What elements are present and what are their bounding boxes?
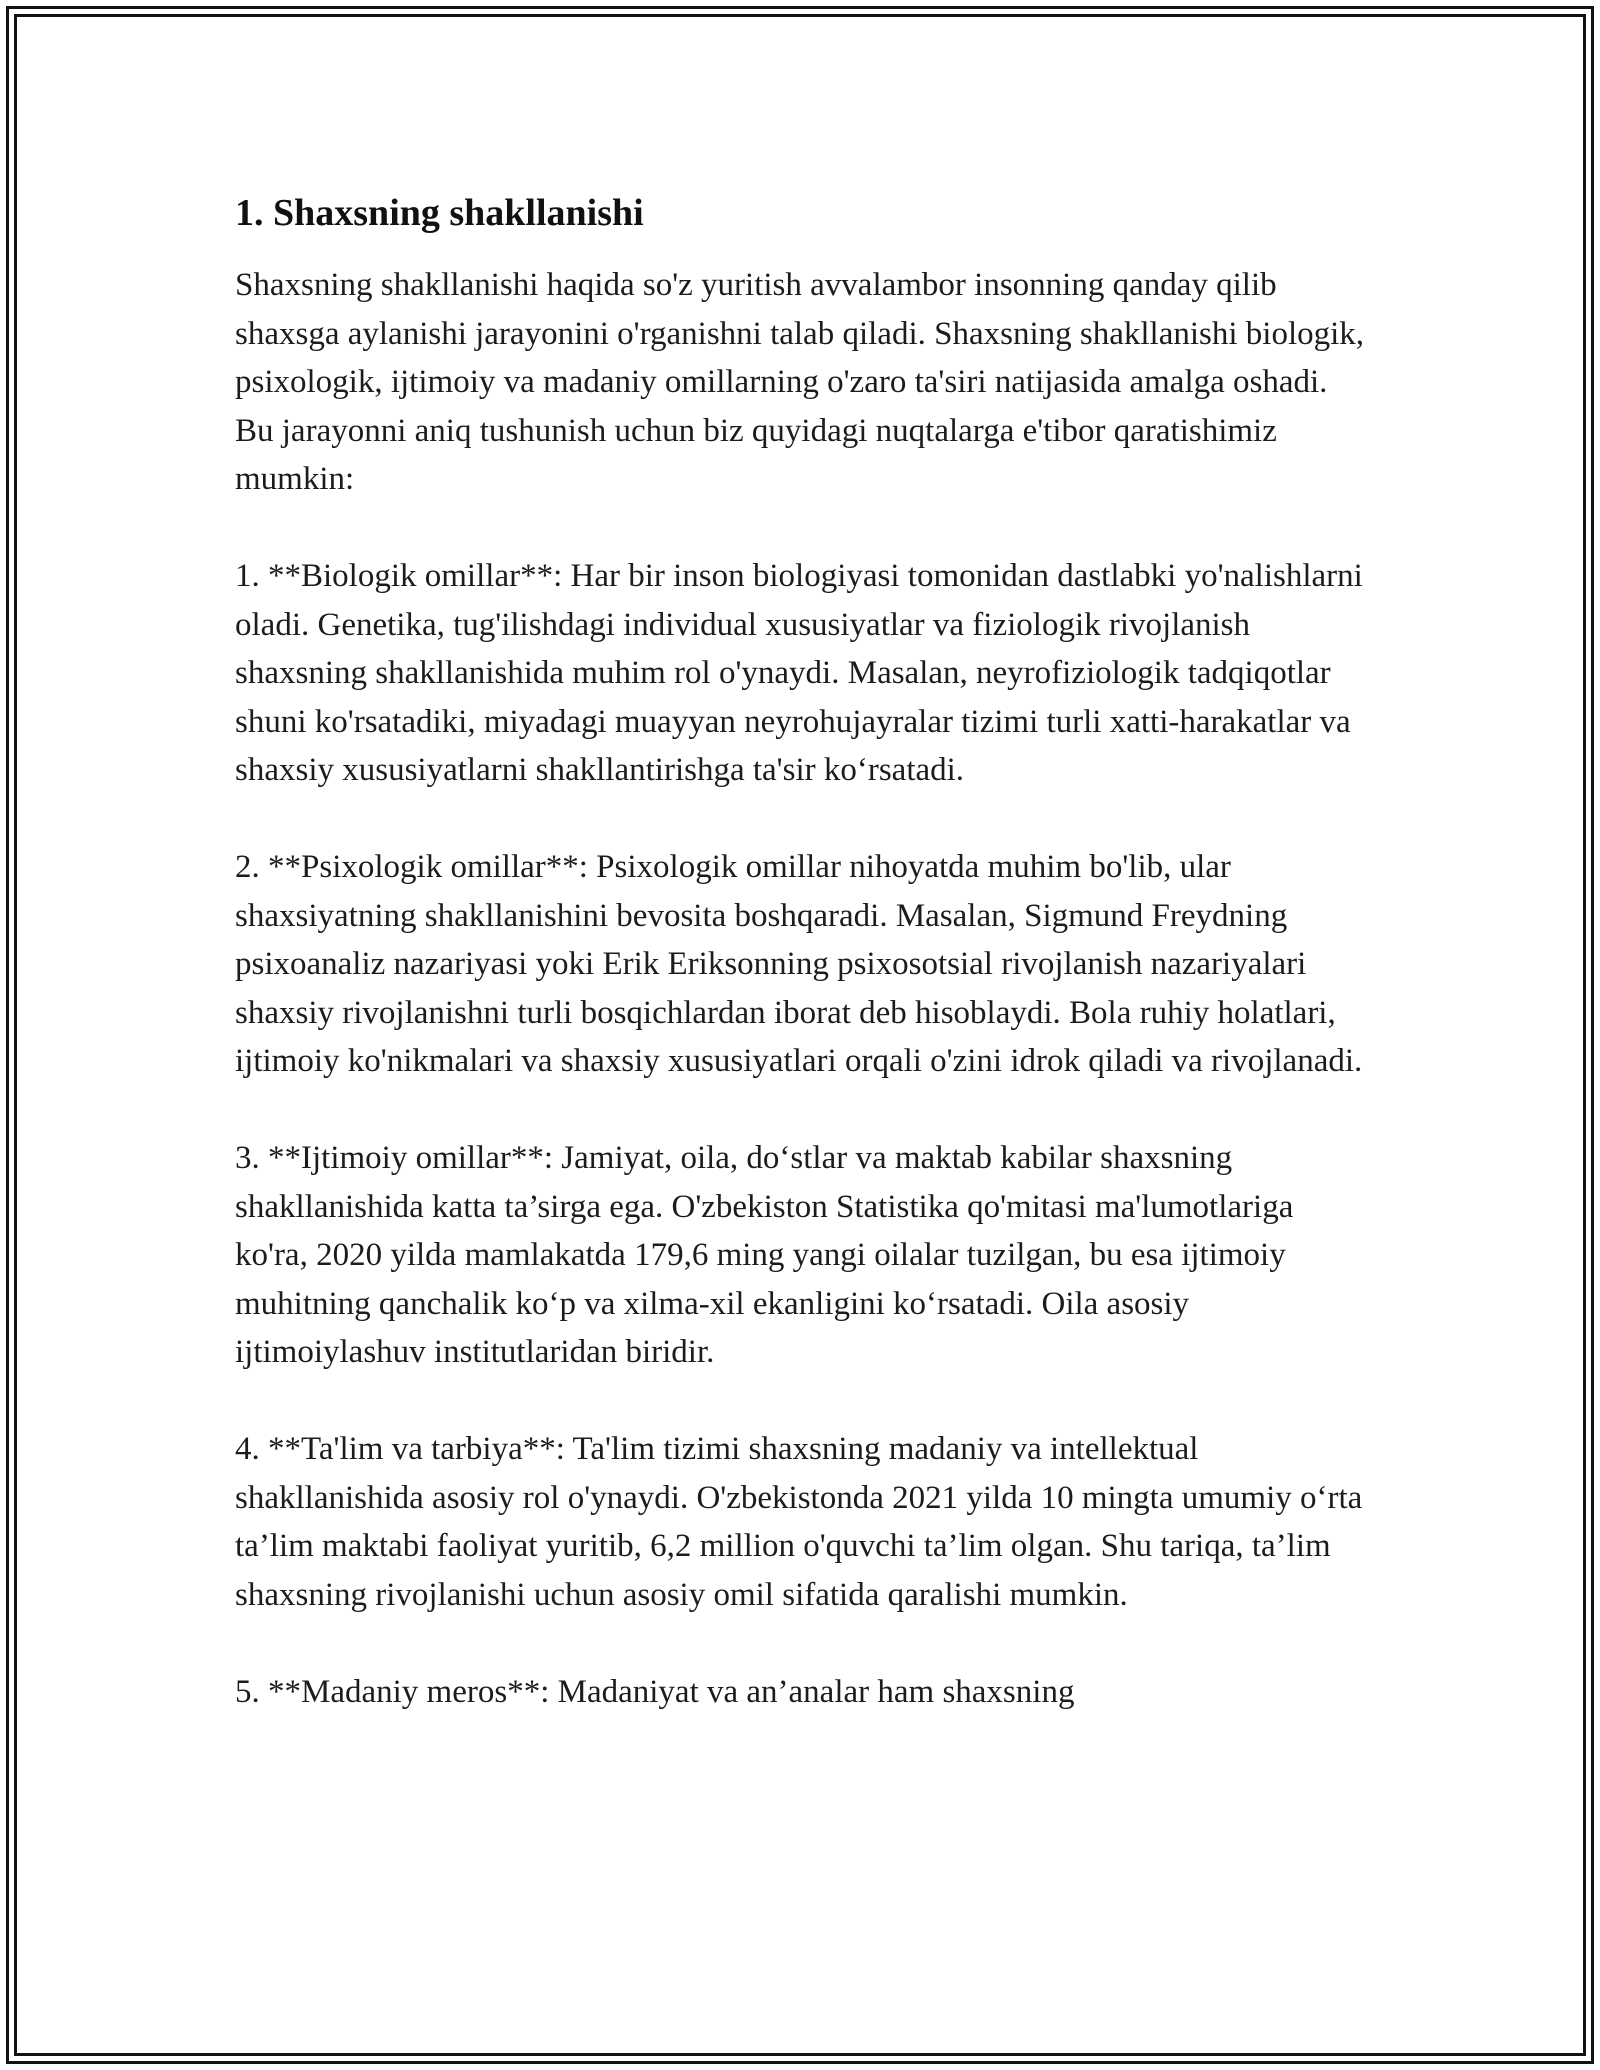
paragraph-social-factors: 3. **Ijtimoiy omillar**: Jamiyat, oila, do‘stlar va maktab kabilar shaxsning shakllanishida katta ta’sirga ega. O'zbekiston Statistika qo'mitasi ma'lumotlariga ko'ra, 2020 yilda mamlakatda 179,6 ming yangi oilalar tuzilgan, bu esa ijtimoiy muhitning qanchalik ko‘p va xilma-xil ekanligini ko‘rsatadi. Oila asosiy ijtimoiylashuv institutlaridan biridir. — [235, 1140, 1294, 1370]
section-heading: 1. Shaxsning shakllanishi — [235, 192, 644, 234]
document-body — [235, 185, 1365, 1716]
paragraph-education: 4. **Ta'lim va tarbiya**: Ta'lim tizimi shaxsning madaniy va intellektual shakllanishida asosiy rol o'ynaydi. O'zbekistonda 2021 yilda 10 mingta umumiy o‘rta ta’lim maktabi faoliyat yuritib, 6,2 million o'quvchi ta’lim olgan. Shu tariqa, ta’lim shaxsning rivojlanishi uchun asosiy omil sifatida qaralishi mumkin. — [235, 1431, 1363, 1613]
intro-paragraph: Shaxsning shakllanishi haqida so'z yuritish avvalambor insonning qanday qilib shaxsga aylanishi jarayonini o'rganishni talab qiladi. Shaxsning shakllanishi biologik, psixologik, ijtimoiy va madaniy omillarning o'zaro ta'siri natijasida amalga oshadi. Bu jarayonni aniq tushunish uchun biz quyidagi nuqtalarga e'tibor qaratishimiz mumkin: — [235, 267, 1365, 497]
paragraph-psychological-factors: 2. **Psixologik omillar**: Psixologik omillar nihoyatda muhim bo'lib, ular shaxsiyatning shakllanishini bevosita boshqaradi. Masalan, Sigmund Freydning psixoanaliz nazariyasi yoki Erik Eriksonning psixosotsial rivojlanish nazariyalari shaxsiy rivojlanishni turli bosqichlardan iborat deb hisoblaydi. Bola ruhiy holatlari, ijtimoiy ko'nikmalari va shaxsiy xususiyatlari orqali o'zini idrok qiladi va rivojlanadi. — [235, 849, 1363, 1079]
paragraph-biological-factors: 1. **Biologik omillar**: Har bir inson biologiyasi tomonidan dastlabki yo'nalishlarni oladi. Genetika, tug'ilishdagi individual xususiyatlar va fiziologik rivojlanish shaxsning shakllanishida muhim rol o'ynaydi. Masalan, neyrofiziologik tadqiqotlar shuni ko'rsatadiki, miyadagi muayyan neyrohujayralar tizimi turli xatti-harakatlar va shaxsiy xususiyatlarni shakllantirishga ta'sir ko‘rsatadi. — [235, 558, 1363, 788]
paragraph-cultural-heritage: 5. **Madaniy meros**: Madaniyat va an’analar ham shaxsning — [235, 1673, 1075, 1710]
